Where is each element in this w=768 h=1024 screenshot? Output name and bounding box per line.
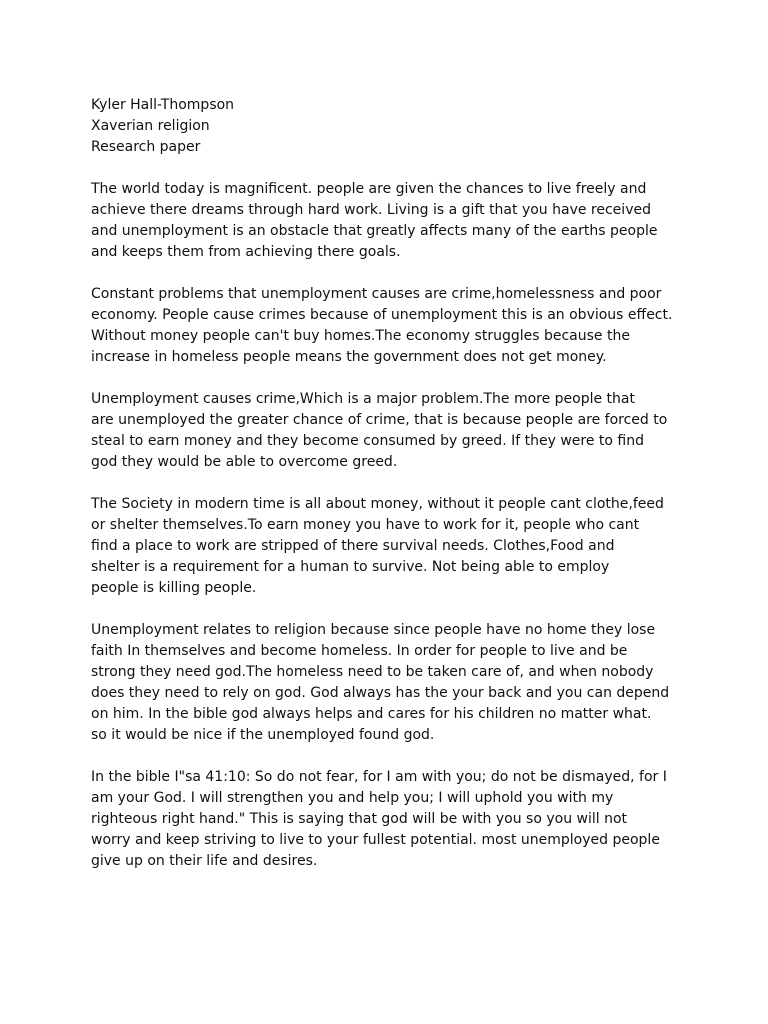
paragraph [91, 620, 691, 746]
text-line: economy. People cause crimes because of unemployment this is an obvious effect. [91, 307, 673, 323]
text-line: god they would be able to overcome greed. [91, 454, 398, 470]
author-name: Kyler Hall-Thompson [91, 97, 235, 113]
text-line: increase in homeless people means the government does not get money. [91, 349, 607, 365]
paragraph [91, 494, 691, 599]
text-line: and unemployment is an obstacle that greatly affects many of the earths people [91, 223, 658, 239]
text-line: The Society in modern time is all about money, without it people cant clothe,feed [91, 496, 664, 512]
document-header [91, 95, 691, 158]
paragraph [91, 284, 691, 368]
paragraph [91, 767, 691, 872]
text-line: Constant problems that unemployment causes are crime,homelessness and poor [91, 286, 662, 302]
text-line: shelter is a requirement for a human to survive. Not being able to employ [91, 559, 610, 575]
text-line: on him. In the bible god always helps and cares for his children no matter what. [91, 706, 652, 722]
text-line: Unemployment relates to religion because since people have no home they lose [91, 622, 656, 638]
document-body [91, 95, 691, 893]
text-line: worry and keep striving to live to your fullest potential. most unemployed people [91, 832, 660, 848]
text-line: are unemployed the greater chance of crime, that is because people are forced to [91, 412, 668, 428]
text-line: steal to earn money and they become consumed by greed. If they were to find [91, 433, 644, 449]
text-line: and keeps them from achieving there goals. [91, 244, 401, 260]
text-line: or shelter themselves.To earn money you have to work for it, people who cant [91, 517, 640, 533]
text-line: strong they need god.The homeless need to be taken care of, and when nobody [91, 664, 654, 680]
text-line: In the bible I"sa 41:10: So do not fear, for I am with you; do not be dismayed, for I [91, 769, 667, 785]
paragraphs-container [91, 179, 691, 872]
text-line: Without money people can't buy homes.The economy struggles because the [91, 328, 630, 344]
text-line: does they need to rely on god. God always has the your back and you can depend [91, 685, 670, 701]
paragraph [91, 389, 691, 473]
text-line: achieve there dreams through hard work. Living is a gift that you have received [91, 202, 651, 218]
course-name: Xaverian religion [91, 118, 210, 134]
text-line: faith In themselves and become homeless. In order for people to live and be [91, 643, 628, 659]
text-line: so it would be nice if the unemployed found god. [91, 727, 435, 743]
text-line: Unemployment causes crime,Which is a major problem.The more people that [91, 391, 635, 407]
text-line: give up on their life and desires. [91, 853, 318, 869]
paragraph [91, 179, 691, 263]
text-line: The world today is magnificent. people are given the chances to live freely and [91, 181, 647, 197]
text-line: righteous right hand." This is saying that god will be with you so you will not [91, 811, 628, 827]
document-type: Research paper [91, 139, 201, 155]
text-line: am your God. I will strengthen you and help you; I will uphold you with my [91, 790, 614, 806]
text-line: people is killing people. [91, 580, 257, 596]
text-line: find a place to work are stripped of there survival needs. Clothes,Food and [91, 538, 615, 554]
